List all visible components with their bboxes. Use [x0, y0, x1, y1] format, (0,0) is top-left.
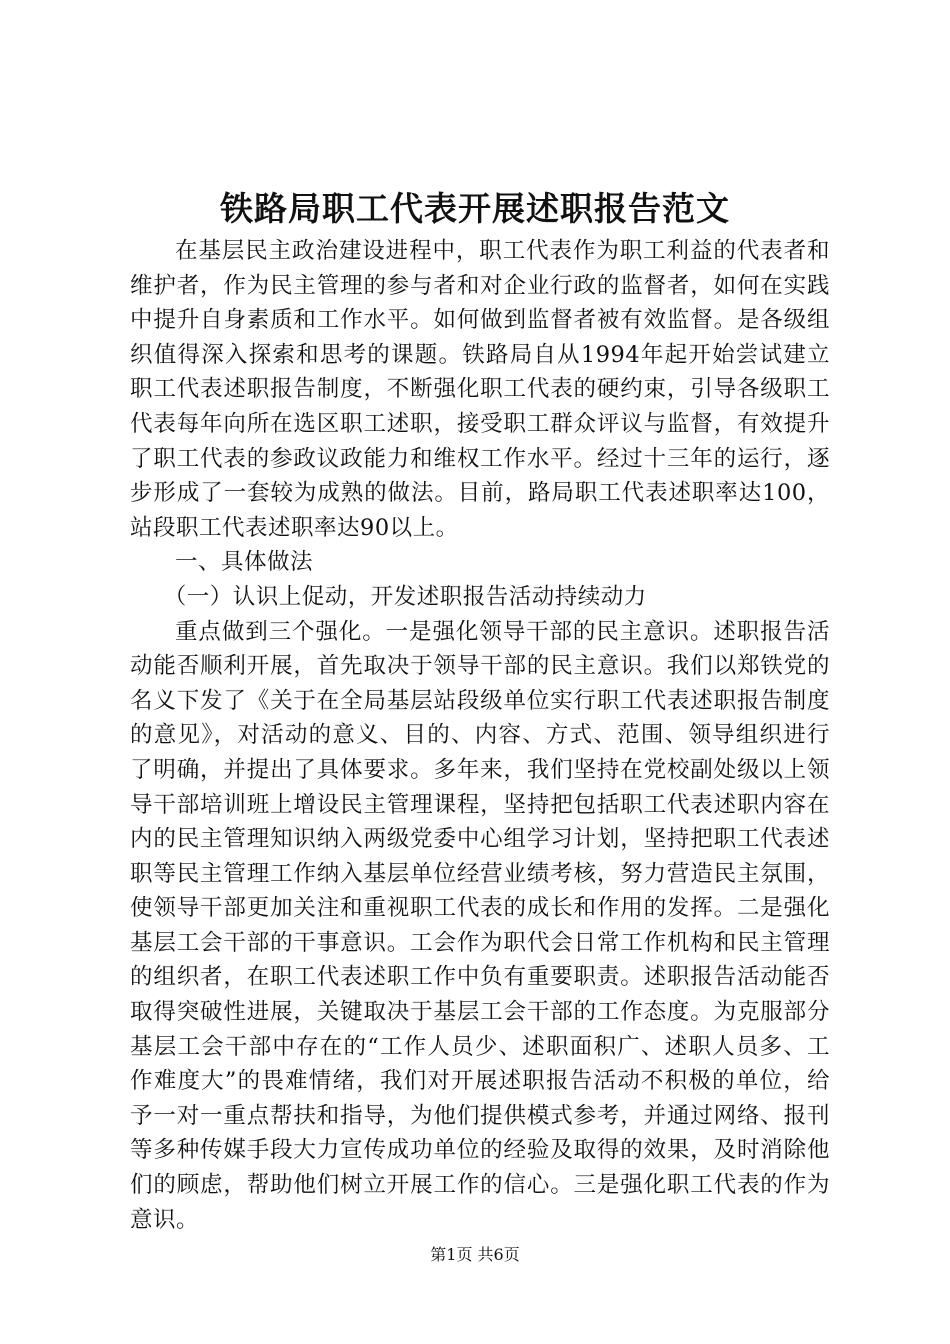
- paragraph-intro: 在基层民主政治建设进程中，职工代表作为职工利益的代表者和维护者，作为民主管理的参与者和对企业行政的监督者，如何在实践中提升自身素质和工作水平。如何做到监督者被有效监督。是各级组织值得深入探索和思考的课题。铁路局自从1994年起开始尝试建立职工代表述职报告制度，不断强化职工代表的硬约束，引导各级职工代表每年向所在选区职工述职，接受职工群众评议与监督，有效提升了职工代表的参政议政能力和维权工作水平。经过十三年的运行，逐步形成了一套较为成熟的做法。目前，路局职工代表述职率达100，站段职工代表述职率达90以上。: [130, 238, 830, 541]
- paragraph-body: 重点做到三个强化。一是强化领导干部的民主意识。述职报告活动能否顺利开展，首先取决于领导干部的民主意识。我们以郑铁党的名义下发了《关于在全局基层站段级单位实行职工代表述职报告制度的意见》，对活动的意义、目的、内容、方式、范围、领导组织进行了明确，并提出了具体要求。多年来，我们坚持在党校副处级以上领导干部培训班上增设民主管理课程，坚持把包括职工代表述职内容在内的民主管理知识纳入两级党委中心组学习计划，坚持把职工代表述职等民主管理工作纳入基层单位经营业绩考核，努力营造民主氛围，使领导干部更加关注和重视职工代表的成长和作用的发挥。二是强化基层工会干部的干事意识。工会作为职代会日常工作机构和民主管理的组织者，在职工代表述职工作中负有重要职责。述职报告活动能否取得突破性进展，关键取决于基层工会干部的工作态度。为克服部分基层工会干部中存在的“工作人员少、述职面积广、述职人员多、工作难度大”的畏难情绪，我们对开展述职报告活动不积极的单位，给予一对一重点帮扶和指导，为他们提供模式参考，并通过网络、报刊等多种传媒手段大力宣传成功单位的经验及取得的效果，及时消除他们的顾虑，帮助他们树立开展工作的信心。三是强化职工代表的作为意识。: [130, 618, 830, 1233]
- section-heading: 一、具体做法: [175, 549, 314, 576]
- document-body: [130, 234, 830, 1237]
- subsection-heading: （一）认识上促动，开发述职报告活动持续动力: [163, 583, 647, 610]
- document-title: 铁路局职工代表开展述职报告范文: [220, 189, 730, 228]
- page-footer: 第1页 共6页: [430, 1245, 520, 1264]
